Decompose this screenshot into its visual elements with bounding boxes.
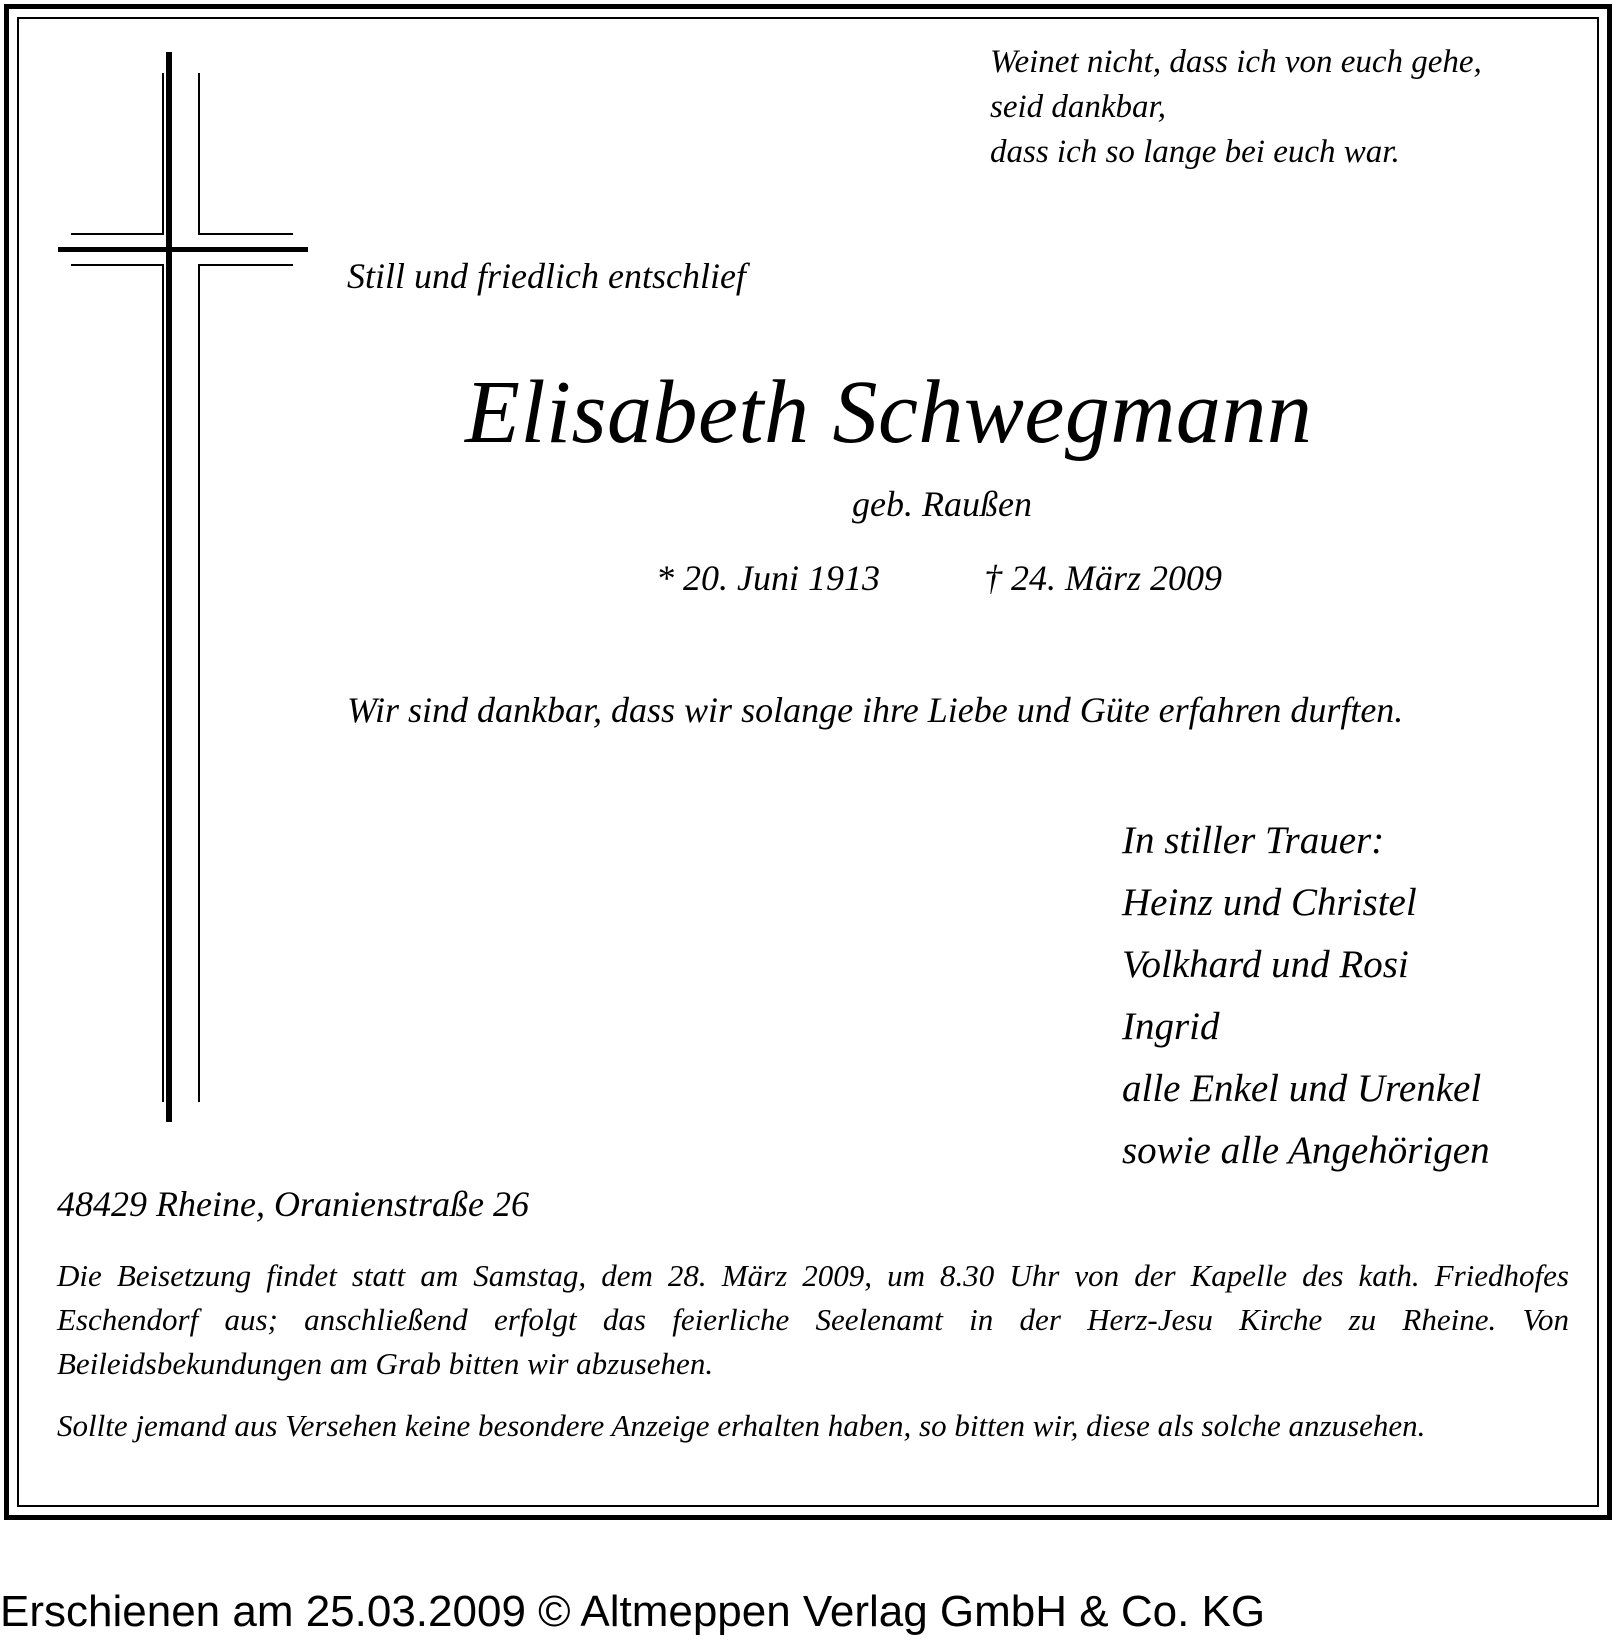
funeral-notice: Die Beisetzung findet statt am Samstag, dem 28. März 2009, um 8.30 Uhr von der Kapelle des kath. Friedhofes Eschendorf aus; anschließend erfolgt das feierliche Seelenamt in der Herz-Jesu Kirche zu Rheine. Von Beileidsbekundungen am Grab bitten wir abzusehen. xyxy=(57,1258,1569,1381)
birth-date: * 20. Juni 1913 xyxy=(656,558,880,598)
mourners-list xyxy=(1122,810,1490,1182)
mourner-entry: Volkhard und Rosi xyxy=(1122,943,1409,986)
notice-request: Sollte jemand aus Versehen keine besondere Anzeige erhalten haben, so bitten wir, diese als solche anzusehen. xyxy=(57,1408,1426,1443)
motto-verse xyxy=(990,40,1482,175)
mourners-heading: In stiller Trauer: xyxy=(1122,819,1385,862)
motto-line: Weinet nicht, dass ich von euch gehe, xyxy=(990,44,1482,80)
cross-icon xyxy=(58,52,308,1122)
death-date: † 24. März 2009 xyxy=(984,558,1223,598)
mourner-entry: sowie alle Angehörigen xyxy=(1122,1129,1490,1172)
intro-line: Still und friedlich entschlief xyxy=(347,256,746,296)
family-address: 48429 Rheine, Oranienstraße 26 xyxy=(57,1184,529,1224)
mourner-entry: alle Enkel und Urenkel xyxy=(1122,1067,1482,1110)
born-name: geb. Raußen xyxy=(852,484,1032,524)
mourner-entry: Heinz und Christel xyxy=(1122,881,1417,924)
publication-footer: Erschienen am 25.03.2009 © Altmeppen Verlag GmbH & Co. KG xyxy=(0,1587,1266,1636)
motto-line: dass ich so lange bei euch war. xyxy=(990,134,1400,170)
mourner-entry: Ingrid xyxy=(1122,1005,1220,1048)
deceased-name: Elisabeth Schwegmann xyxy=(465,363,1313,462)
motto-line: seid dankbar, xyxy=(990,89,1166,125)
thanks-paragraph: Wir sind dankbar, dass wir solange ihre Liebe und Güte erfahren durften. xyxy=(347,690,1404,730)
